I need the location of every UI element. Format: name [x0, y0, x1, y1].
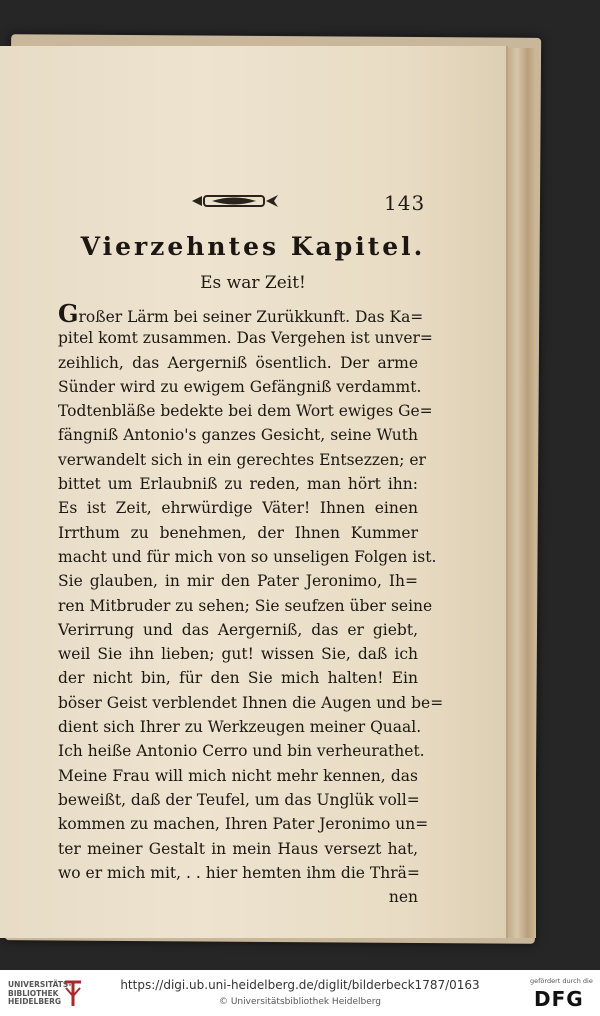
text-line: Meine Frau will mich nicht mehr kennen, das	[58, 766, 418, 785]
text-line: der nicht bin, für den Sie mich halten! Ein	[58, 669, 418, 688]
text-line: verwandelt sich in ein gerechtes Entsezzen; er	[58, 450, 426, 469]
body-text	[58, 299, 444, 909]
book-page	[0, 46, 508, 938]
page-number: 143	[384, 191, 426, 215]
ornament-icon	[190, 191, 280, 211]
drop-cap: G	[58, 299, 79, 328]
text-line: Sie glauben, in mir den Pater Jeronimo, Ih=	[58, 572, 418, 591]
text-line: zeihlich, das Aergerniß ösentlich. Der arme	[58, 353, 418, 372]
text-line: kommen zu machen, Ihren Pater Jeronimo un=	[58, 815, 429, 834]
text-line: dient sich Ihrer zu Werkzeugen meiner Quaal.	[58, 718, 422, 737]
footer-bar	[0, 970, 600, 1016]
text-line: fängniß Antonio's ganzes Gesicht, seine Wuth	[58, 426, 418, 445]
chapter-title: Vierzehntes Kapitel.	[80, 232, 426, 261]
text-line: bittet um Erlaubniß zu reden, man hört ihn:	[58, 475, 418, 494]
text-line: beweißt, daß der Teufel, um das Unglük voll=	[58, 790, 420, 809]
text-line: ren Mitbruder zu sehen; Sie seufzen über seine	[58, 596, 433, 615]
text-line: Großer Lärm bei seiner Zurükkunft. Das Ka=	[58, 299, 424, 328]
text-line: ter meiner Gestalt in mein Haus versezt hat,	[58, 839, 418, 858]
chapter-subtitle: Es war Zeit!	[200, 273, 306, 293]
permalink-url[interactable]: https://digi.ub.uni-heidelberg.de/diglit/bilderbeck1787/0163	[120, 978, 480, 992]
text-line: wo er mich mit, . . hier hemten ihm die Thrä=	[58, 863, 420, 882]
text-line: Es ist Zeit, ehrwürdige Väter! Ihnen einen	[58, 499, 418, 518]
catchword: nen	[388, 888, 418, 907]
text-line: Sünder wird zu ewigem Gefängniß verdammt.	[58, 377, 422, 396]
copyright-text: © Universitätsbibliothek Heidelberg	[218, 997, 381, 1007]
text-line: Todtenbläße bedekte bei dem Wort ewiges Ge=	[58, 402, 433, 421]
text-line: Verirrung und das Aergerniß, das er giebt,	[58, 620, 418, 639]
text-line: macht und für mich von so unseligen Folgen ist.	[58, 547, 437, 566]
text-line: pitel komt zusammen. Das Vergehen ist unver=	[58, 329, 433, 348]
text-line: Irrthum zu benehmen, der Ihnen Kummer	[58, 523, 418, 542]
text-line: weil Sie ihn lieben; gut! wissen Sie, daß ich	[58, 645, 418, 664]
funded-by-label: gefördert durch die	[530, 977, 593, 985]
text-line: böser Geist verblendet Ihnen die Augen und be=	[58, 693, 444, 712]
library-logo[interactable]: UNIVERSITÄTS- BIBLIOTHEK HEIDELBERG	[8, 980, 72, 1006]
dfg-logo[interactable]: DFG	[534, 987, 584, 1011]
text-line: Ich heiße Antonio Cerro und bin verheurathet.	[58, 742, 425, 761]
